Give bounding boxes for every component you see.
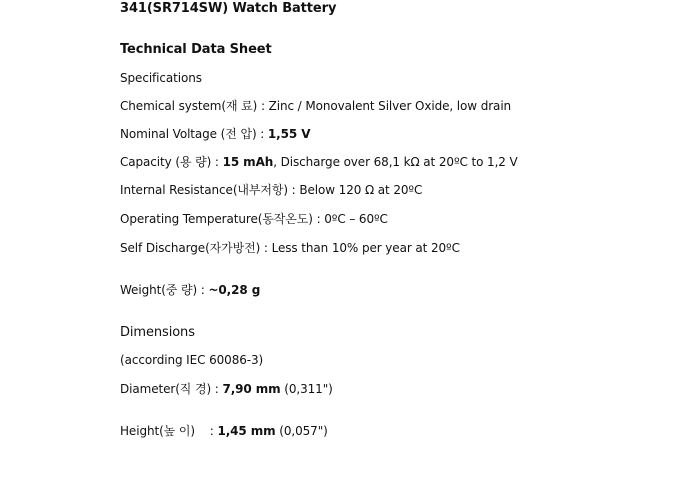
datasheet-page [120, 0, 690, 500]
chemical-system-label: Chemical system(재 료) : [120, 99, 269, 113]
nominal-voltage-label: Nominal Voltage (전 압) : [120, 127, 268, 141]
capacity-discharge-note: , Discharge over 68,1 kΩ at 20ºC to 1,2 V [273, 155, 518, 169]
capacity-row [120, 154, 518, 170]
operating-temperature-value: 0ºC – 60ºC [324, 212, 388, 226]
nominal-voltage-row [120, 126, 310, 142]
weight-label: Weight(중 량) : [120, 283, 209, 297]
capacity-value: 15 mAh [222, 155, 274, 169]
operating-temperature-row [120, 211, 388, 227]
dimensions-heading: Dimensions [120, 325, 195, 340]
internal-resistance-label: Internal Resistance(내부저항) : [120, 183, 300, 197]
internal-resistance-row [120, 182, 422, 198]
capacity-label: Capacity (용 량) : [120, 155, 223, 169]
self-discharge-row [120, 240, 460, 256]
height-label: Height(높 이) : [120, 424, 218, 438]
self-discharge-label: Self Discharge(자가방전) : [120, 241, 272, 255]
diameter-label: Diameter(직 경) : [120, 382, 223, 396]
weight-value: ~0,28 g [208, 283, 261, 297]
diameter-inch-value: (0,311") [280, 382, 333, 396]
chemical-system-value: Zinc / Monovalent Silver Oxide, low drain [268, 99, 512, 113]
self-discharge-value: Less than 10% per year at 20ºC [271, 241, 460, 255]
internal-resistance-value: Below 120 Ω at 20ºC [299, 183, 423, 197]
specifications-heading: Specifications [120, 71, 202, 85]
weight-row [120, 282, 260, 298]
height-value: 1,45 mm [217, 424, 276, 438]
dimensions-standard: (according IEC 60086-3) [120, 353, 264, 367]
diameter-row [120, 381, 333, 397]
height-inch-value: (0,057") [275, 424, 328, 438]
document-title: 341(SR714SW) Watch Battery [120, 1, 337, 16]
height-row [120, 423, 328, 439]
operating-temperature-label: Operating Temperature(동작온도) : [120, 212, 325, 226]
diameter-value: 7,90 mm [222, 382, 281, 396]
nominal-voltage-value: 1,55 V [267, 127, 311, 141]
section-subtitle: Technical Data Sheet [120, 42, 272, 57]
chemical-system-row [120, 98, 511, 114]
